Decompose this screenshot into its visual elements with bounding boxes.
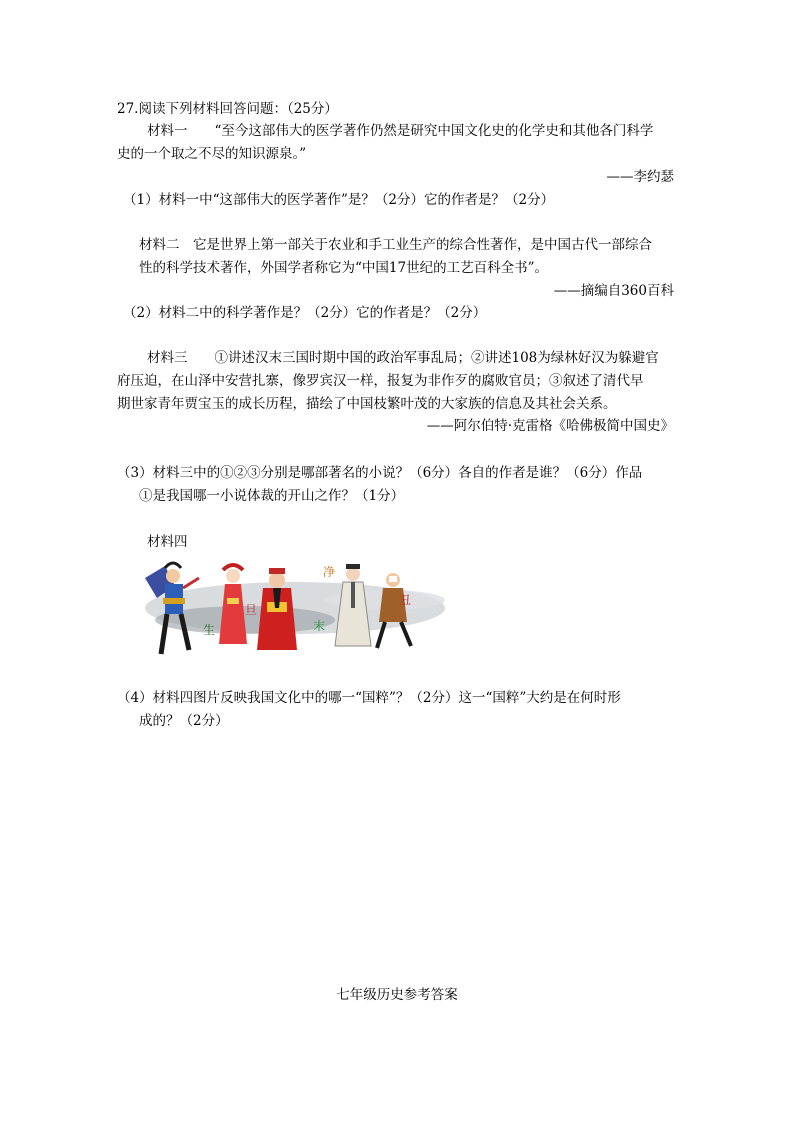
opera-figure-lady xyxy=(219,565,247,644)
material3-source: ——阿尔伯特·克雷格《哈佛极简中国史》 xyxy=(426,418,674,434)
peking-opera-roles-image xyxy=(135,558,445,666)
role-char-jing: 净 xyxy=(323,565,336,579)
material3-text-line3: 期世家青年贾宝玉的成长历程，描绘了中国枝繁叶茂的大家族的信息及其社会关系。 xyxy=(117,396,617,412)
material3-text-line1: 材料三 ①讲述汉末三国时期中国的政治军事乱局；②讲述108为绿林好汉为躲避官 xyxy=(147,350,659,366)
opera-figure-official xyxy=(257,568,297,650)
answer-section-title: 七年级历史参考答案 xyxy=(336,987,458,1003)
role-char-dan: 旦 xyxy=(245,603,258,617)
material1-text-line1: 材料一 “至今这部伟大的医学著作仍然是研究中国文化史的化学史和其他各门科学 xyxy=(147,123,654,139)
role-char-chou: 丑 xyxy=(399,593,412,607)
material1-source: ——李约瑟 xyxy=(606,169,674,185)
role-char-mo: 末 xyxy=(313,619,326,633)
material2-text-line2: 性的科学技术著作，外国学者称它为“中国17世纪的工艺百科全书”。 xyxy=(139,260,548,276)
question-1: （1）材料一中“这部伟大的医学著作”是？（2分）它的作者是？（2分） xyxy=(123,192,555,208)
question-title: 27.阅读下列材料回答问题：（25分） xyxy=(117,101,338,117)
question-3-line2: ①是我国哪一小说体裁的开山之作？（1分） xyxy=(139,488,405,504)
opera-figures-illustration xyxy=(135,558,445,666)
material2-text-line1: 材料二 它是世界上第一部关于农业和手工业生产的综合性著作，是中国古代一部综合 xyxy=(139,237,652,253)
material2-source: ——摘编自360百科 xyxy=(553,283,674,299)
role-char-sheng: 生 xyxy=(203,623,216,637)
opera-figure-scholar xyxy=(335,564,371,646)
question-3-line1: （3）材料三中的①②③分别是哪部著名的小说？（6分）各自的作者是谁？（6分）作品 xyxy=(117,465,643,481)
question-4-line2: 成的？（2分） xyxy=(139,713,229,729)
material4-label: 材料四 xyxy=(147,534,188,550)
material1-text-line2: 史的一个取之不尽的知识源泉。” xyxy=(117,146,307,162)
material3-text-line2: 府压迫，在山泽中安营扎寨，像罗宾汉一样，报复为非作歹的腐败官员；③叙述了清代早 xyxy=(117,373,644,389)
question-4-line1: （4）材料四图片反映我国文化中的哪一“国粹”？（2分）这一“国粹”大约是在何时形 xyxy=(117,690,621,706)
question-2: （2）材料二中的科学著作是？（2分）它的作者是？（2分） xyxy=(123,305,487,321)
